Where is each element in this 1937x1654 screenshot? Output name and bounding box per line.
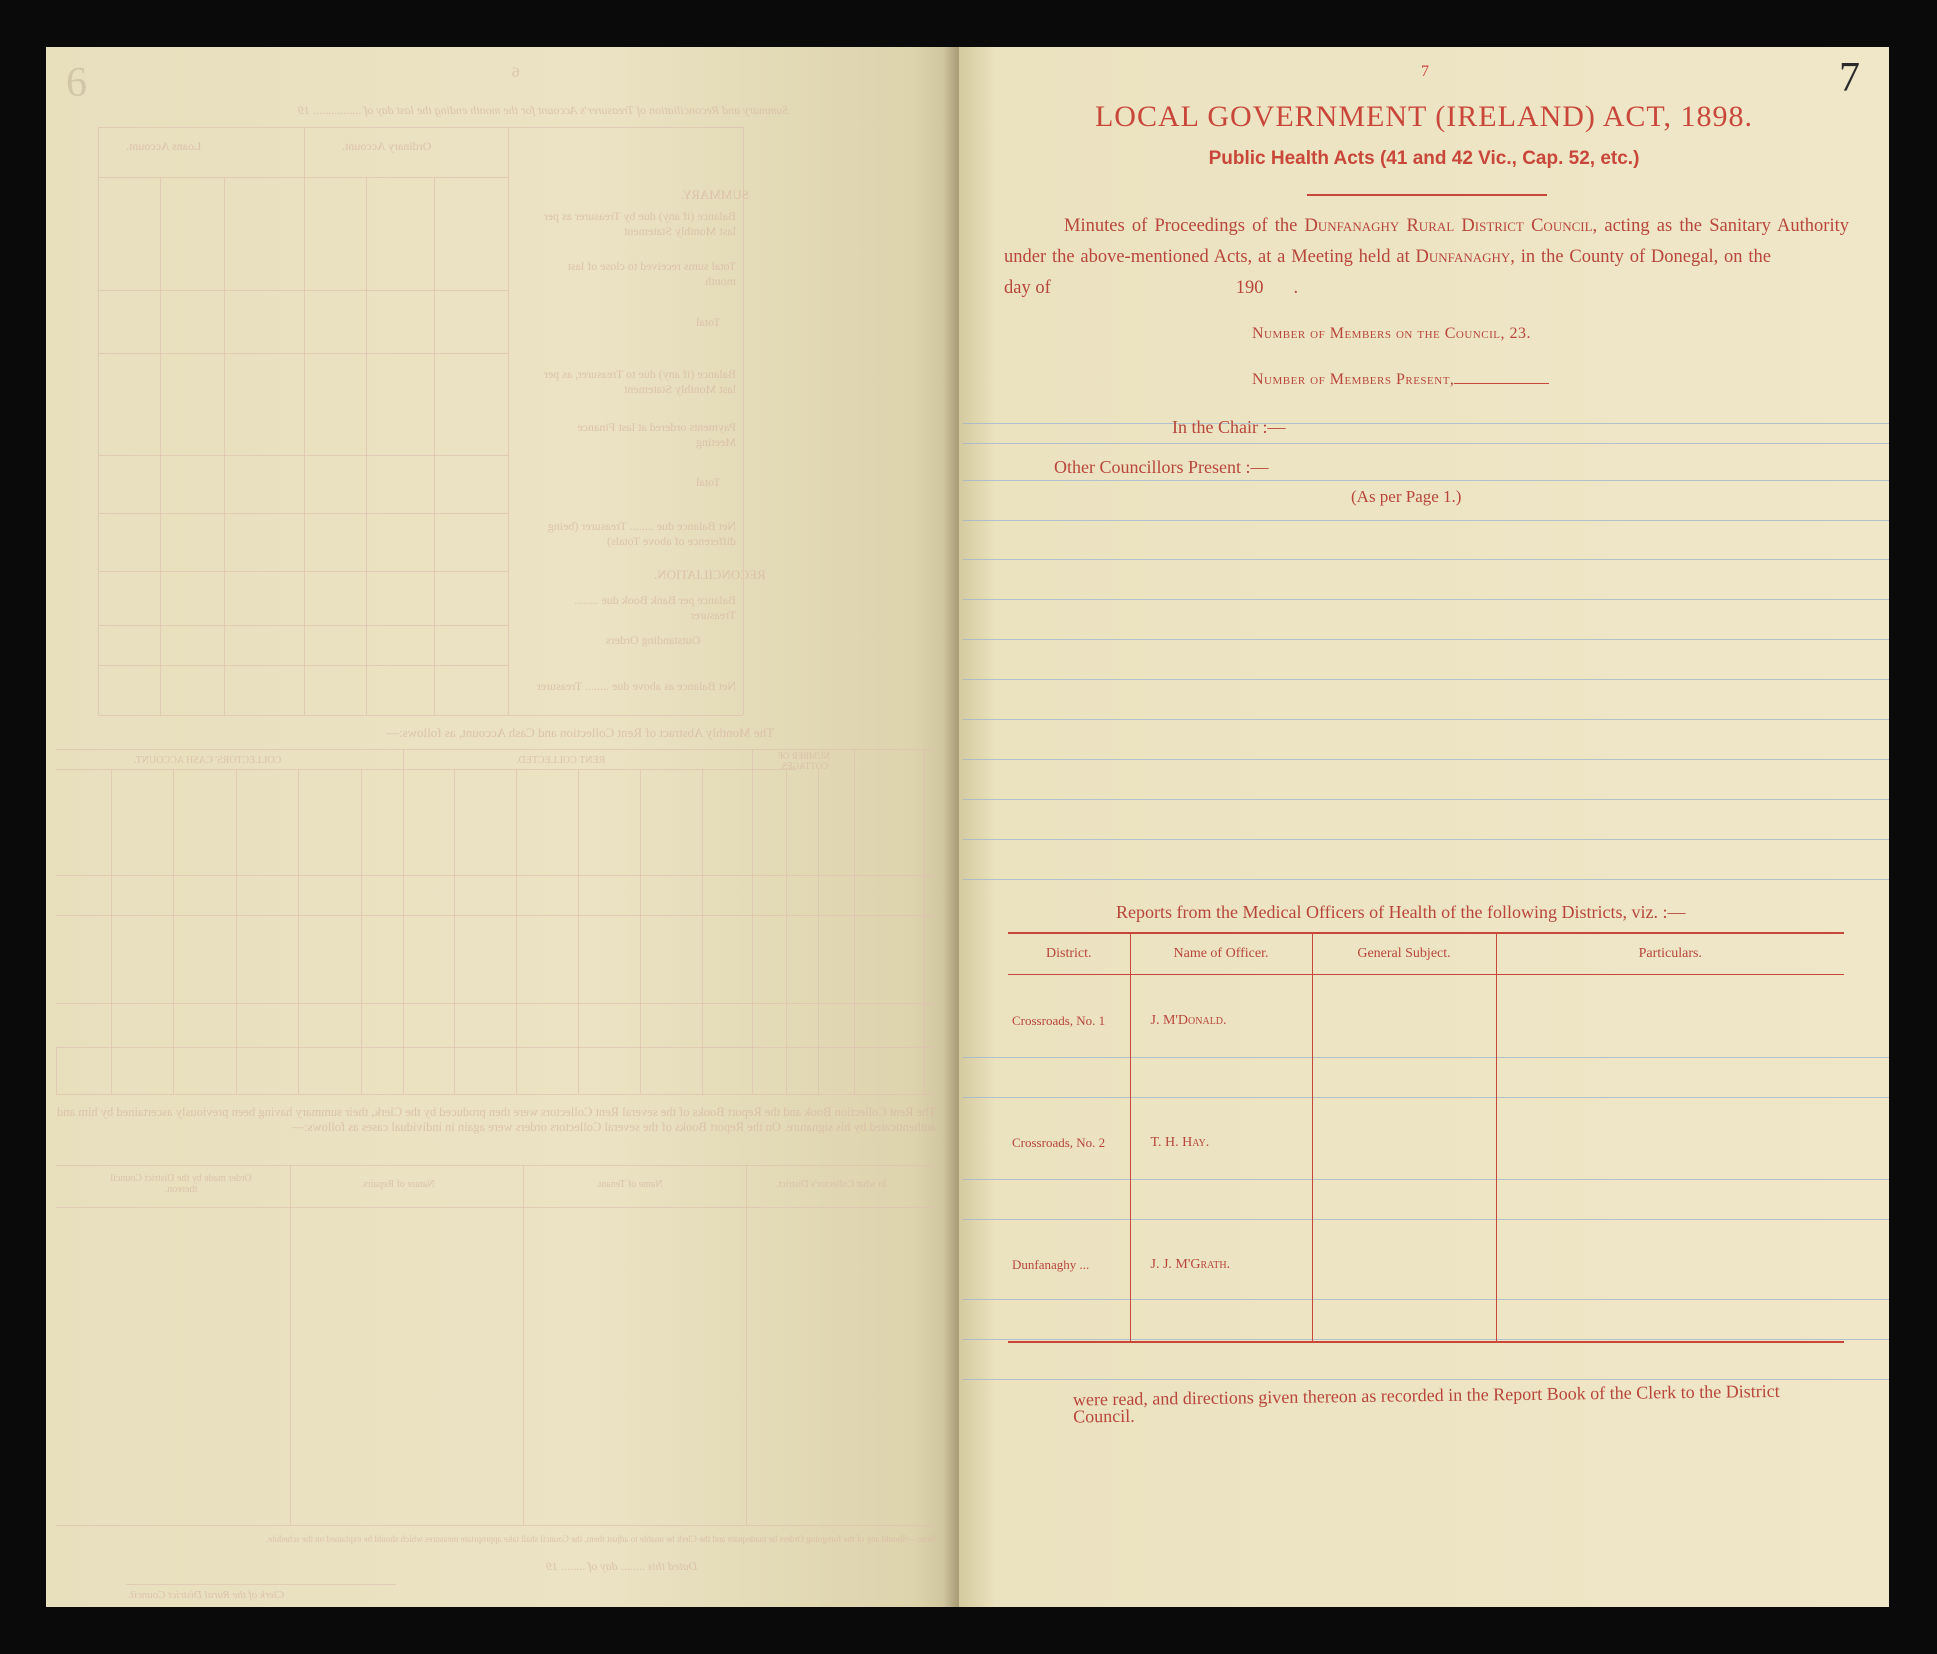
page-subtitle: Public Health Acts (41 and 42 Vic., Cap. 52, etc.) xyxy=(1208,148,1640,169)
outstanding-label: Outstanding Orders xyxy=(606,633,701,647)
footer-text: were read, and directions given thereon as recorded in the Report Book of the Clerk to the District Council. xyxy=(1072,1380,1780,1427)
page-number-handwritten: 7 xyxy=(1839,55,1860,101)
officer-cell: J. M'Donald. xyxy=(1150,1013,1227,1028)
officer-cell: J. J. M'Grath. xyxy=(1150,1257,1231,1272)
left-page-number-handwritten: 6 xyxy=(66,60,87,106)
other-councillors: Other Councillors Present :— xyxy=(1054,457,1269,477)
balance-bank-label: Balance per Bank Book due ........ Treasurer xyxy=(574,593,736,622)
district-cell: Crossroads, No. 1 xyxy=(1012,1013,1106,1028)
clerk-label: Clerk of the Rural District Council. xyxy=(128,1589,285,1601)
rent-collection-note: The Rent Collection Book and the Report Books of the several Rent Collectors were then produced by the Clerk, their summary having been previously ascertained by him and authenticated by his signature. On the Report Books of the several Collectors orders were again in individual cases as follows:— xyxy=(57,1105,936,1134)
left-header: Summary and Reconciliation of Treasurer's Account for the month ending the last day of ................ 19 xyxy=(298,103,789,117)
page-title: LOCAL GOVERNMENT (IRELAND) ACT, 1898. xyxy=(1094,100,1754,133)
page-number-printed: 7 xyxy=(1421,63,1429,80)
col-ordinary-label: Ordinary Account. xyxy=(342,139,432,153)
meeting-place: Dunfanaghy xyxy=(1415,247,1511,267)
dated-label: Dated this ........ day of ........ 19 xyxy=(546,1559,698,1573)
district-cell: Crossroads, No. 2 xyxy=(1012,1135,1106,1150)
net-balance-above-label: Net Balance as above due ........ Treasurer xyxy=(536,679,736,693)
col-tenant-label: Name of Tenant. xyxy=(596,1179,663,1190)
balance-due-label: Balance (if any) due by Treasurer as per last Monthly Statement xyxy=(543,209,736,238)
district-cell: Dunfanaghy ... xyxy=(1012,1257,1090,1272)
total-label-2: Total xyxy=(696,475,721,489)
col-repairs-label: Nature of Repairs. xyxy=(361,1179,435,1190)
collectors-cash-label: COLLECTORS' CASH ACCOUNT. xyxy=(134,755,282,766)
reconciliation-label: RECONCILIATION. xyxy=(654,567,766,582)
reports-table xyxy=(1008,932,1844,1343)
reports-heading: Reports from the Medical Officers of Health of the following Districts, viz. :— xyxy=(1116,902,1686,922)
payments-label: Payments ordered at last Finance Meeting xyxy=(577,420,736,449)
left-page xyxy=(46,47,959,1607)
header-district: District. xyxy=(1008,933,1130,975)
minutes-paragraph: Minutes of Proceedings of the Dunfanaghy Rural District Council, acting as the Sanitary Authority under the above-mentioned Acts, at a Meeting held at Dunfanaghy, in the County of Donegal, on theday of 190 . xyxy=(1004,216,1849,298)
ledger-book xyxy=(46,47,1889,1607)
total-sums-label: Total sums received to close of last month xyxy=(567,259,736,288)
members-present-blank xyxy=(1454,369,1549,384)
summary-label: SUMMARY. xyxy=(681,187,750,202)
col-district-label: In what Collector's District. xyxy=(776,1179,887,1190)
number-cottages-label: NUMBER OF COTTAGES. xyxy=(777,751,831,771)
left-page-number-printed: 6 xyxy=(512,65,520,81)
council-name: Dunfanaghy Rural District Council xyxy=(1304,216,1593,236)
balance-due-to-label: Balance (if any) due to Treasurer, as per last Monthly Statement xyxy=(543,367,736,396)
header-officer: Name of Officer. xyxy=(1130,933,1312,975)
title-rule xyxy=(1307,194,1547,196)
col-order-label: Order made by the District Council thereon. xyxy=(110,1173,252,1195)
officer-cell: T. H. Hay. xyxy=(1150,1135,1210,1150)
note-label: Note.—Should any of the foregoing Orders be inadequate and the Clerk be unable to adjust them, the Council shall take appropriate measures which should be explained on the schedule. xyxy=(265,1534,936,1544)
members-on-council: Number of Members on the Council, 23. xyxy=(1252,325,1531,342)
total-label-1: Total xyxy=(696,315,721,329)
col-loans-label: Loans Account. xyxy=(126,139,202,153)
table-row xyxy=(1008,975,1844,1098)
table-row xyxy=(1008,1097,1844,1219)
rent-collected-label: RENT COLLECTED. xyxy=(516,755,606,766)
net-balance-label: Net Balance due ........ Treasurer (being difference of above Totals) xyxy=(547,519,736,548)
right-page xyxy=(959,47,1889,1607)
as-per-page: (As per Page 1.) xyxy=(1351,487,1462,506)
members-present: Number of Members Present, xyxy=(1252,369,1549,389)
header-particulars: Particulars. xyxy=(1496,933,1844,975)
monthly-abstract-label: The Monthly Abstract of Rent Collection and Cash Account, as follows:— xyxy=(386,725,775,740)
table-row xyxy=(1008,1219,1844,1342)
in-the-chair: In the Chair :— xyxy=(1172,417,1286,437)
header-subject: General Subject. xyxy=(1312,933,1496,975)
